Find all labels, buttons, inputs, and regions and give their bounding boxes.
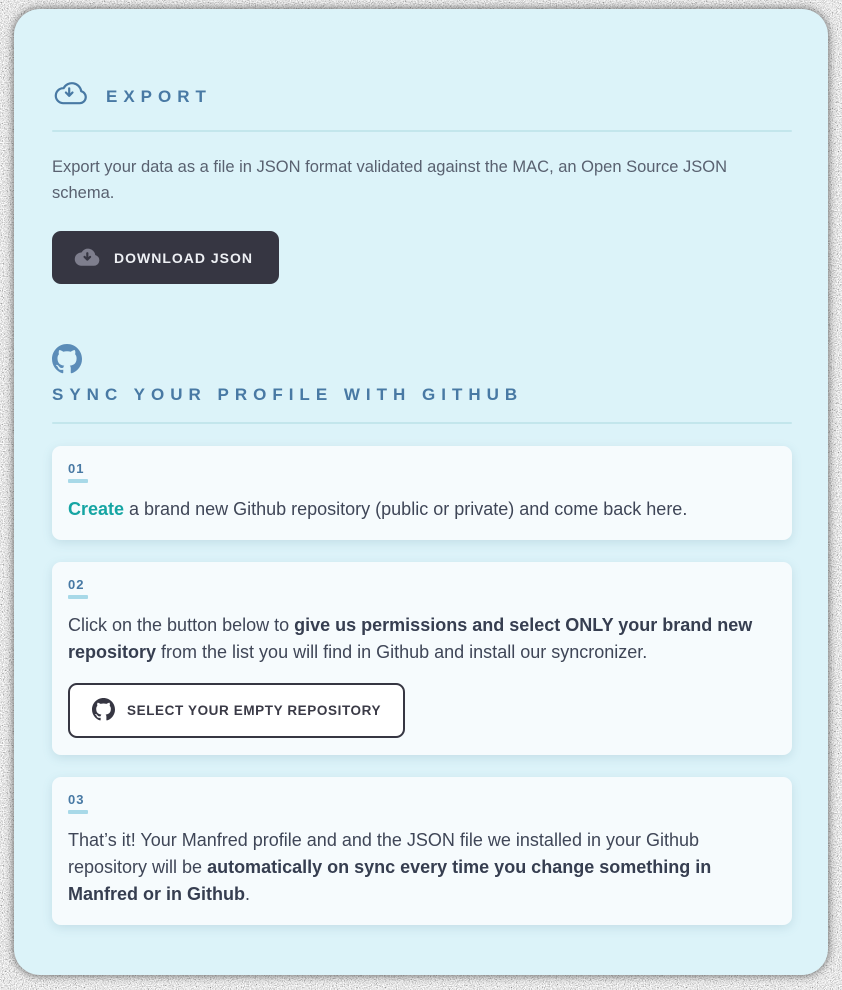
step-text <box>68 496 756 523</box>
step-card-01 <box>52 446 792 540</box>
step-number: 01 <box>68 461 85 477</box>
text-segment: give us permissions and select ONLY your brand new repository <box>68 615 753 663</box>
step-text <box>68 612 756 666</box>
export-section-header <box>52 80 792 113</box>
step-card-02 <box>52 562 792 755</box>
cloud-download-filled-icon <box>74 246 101 270</box>
settings-panel <box>14 9 828 975</box>
sync-section-title: SYNC YOUR PROFILE WITH GITHUB <box>52 385 524 405</box>
section-divider <box>52 130 792 132</box>
text-segment: from the list you will find in Github and install our syncronizer. <box>156 642 648 663</box>
github-icon <box>52 344 792 374</box>
step-number-underline <box>68 810 88 814</box>
step-number: 02 <box>68 577 85 593</box>
step-number-underline <box>68 595 88 599</box>
download-json-button[interactable] <box>52 231 279 284</box>
export-section <box>52 80 792 284</box>
select-repository-label: SELECT YOUR EMPTY REPOSITORY <box>127 703 382 719</box>
download-json-label: DOWNLOAD JSON <box>114 249 253 266</box>
section-divider <box>52 422 792 424</box>
text-segment: Click on the button below to <box>68 615 295 636</box>
export-description: Export your data as a file in JSON format validated against the MAC, an Open Source JSON schema. <box>52 158 727 202</box>
sync-section <box>52 344 792 925</box>
create-link[interactable]: Create <box>68 499 125 520</box>
select-repository-button[interactable] <box>68 683 405 738</box>
text-segment: automatically on sync every time you change something in Manfred or in Github <box>68 857 712 905</box>
cloud-download-icon <box>52 80 90 113</box>
step-text <box>68 827 756 908</box>
step-card-03 <box>52 777 792 925</box>
step-number-underline <box>68 479 88 483</box>
step-number: 03 <box>68 792 85 808</box>
export-section-title: EXPORT <box>106 86 212 106</box>
text-segment: a brand new Github repository (public or private) and come back here. <box>124 499 688 520</box>
text-segment: That’s it! Your Manfred profile and and the JSON file we installed in your Github repository will be <box>68 830 700 878</box>
text-segment: . <box>245 884 251 905</box>
github-icon <box>92 698 115 724</box>
